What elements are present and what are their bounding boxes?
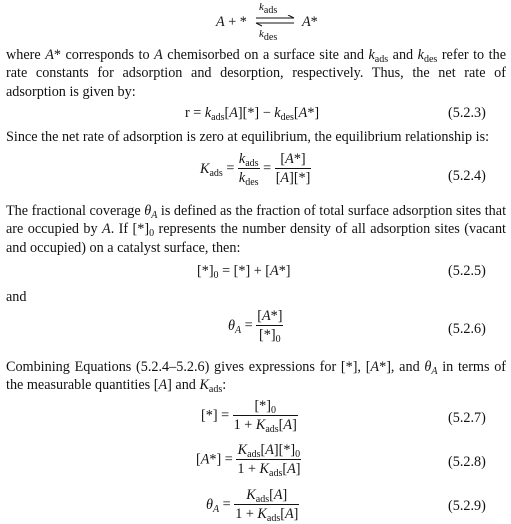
eq1-product: A* bbox=[302, 14, 318, 30]
paragraph-1: where A* corresponds to A chemisorbed on a surface site and $k_{ads}$ and $k_{des}$ refer to the rate constants for adsorption and desorption, respectively. Thus, the net rate of adsorption is given by: bbox=[6, 47, 506, 100]
equation-5-2-4: $K_{ads}$ = $\frac{k_{ads}}{k_{des}}$ = $\frac{[A*]}{[A][*]}$ bbox=[200, 151, 311, 189]
eq1-species-a: A bbox=[216, 14, 225, 30]
equation-number-5-2-8: (5.2.8) bbox=[448, 454, 486, 470]
equation-5-2-7: [*] = $\frac{[*]_0}{1 + K_{ads}[A]}$ bbox=[201, 398, 297, 436]
eq1-kdes: $k_{des}$ bbox=[259, 28, 278, 43]
paragraph-4: Combining Equations (5.2.4–5.2.6) gives expressions for [*], [A*], and $\theta_A$ in terms of the measurable quantities [A] and $K_{ads}$: bbox=[6, 359, 507, 396]
paragraph-3: The fractional coverage $\theta_A$ is defined as the fraction of total surface adsorption sites that are occupied by A. If $[*]_0$ represents the number density of all adsorption sites (vacant and occupied) on a catalyst surface, then: bbox=[6, 203, 507, 256]
equation-number-5-2-4: (5.2.4) bbox=[448, 168, 486, 184]
equilibrium-arrows-icon bbox=[254, 15, 296, 27]
equation-5-2-9: $\theta_A$ = $\frac{K_{ads}[A]}{1 + K_{ads}[A]}$ bbox=[206, 487, 299, 524]
equation-number-5-2-6: (5.2.6) bbox=[448, 321, 486, 337]
and-text: and bbox=[6, 289, 27, 305]
eq1-plus-site: + * bbox=[228, 14, 247, 30]
reaction-equation bbox=[216, 3, 336, 45]
paragraph-2: Since the net rate of adsorption is zero at equilibrium, the equilibrium relationship is: bbox=[6, 129, 490, 145]
equation-number-5-2-9: (5.2.9) bbox=[448, 498, 486, 514]
equation-5-2-8: [A*] = $\frac{K_{ads}[A][*]_0}{1 + K_{ads}[A]}$ bbox=[196, 442, 301, 480]
equation-number-5-2-7: (5.2.7) bbox=[448, 410, 486, 426]
equation-5-2-5: $[*]_0$ = [*] + [A*] bbox=[197, 263, 291, 281]
equation-number-5-2-5: (5.2.5) bbox=[448, 263, 486, 279]
equation-5-2-3: $r = k_{ads}[A][*] - k_{des}[A*]$ bbox=[185, 105, 320, 123]
eq1-kads: $k_{ads}$ bbox=[259, 1, 278, 16]
equation-5-2-6: $\theta_A$ = $\frac{[A*]}{[*]_0}$ bbox=[228, 308, 283, 346]
equation-number-5-2-3: (5.2.3) bbox=[448, 105, 486, 121]
